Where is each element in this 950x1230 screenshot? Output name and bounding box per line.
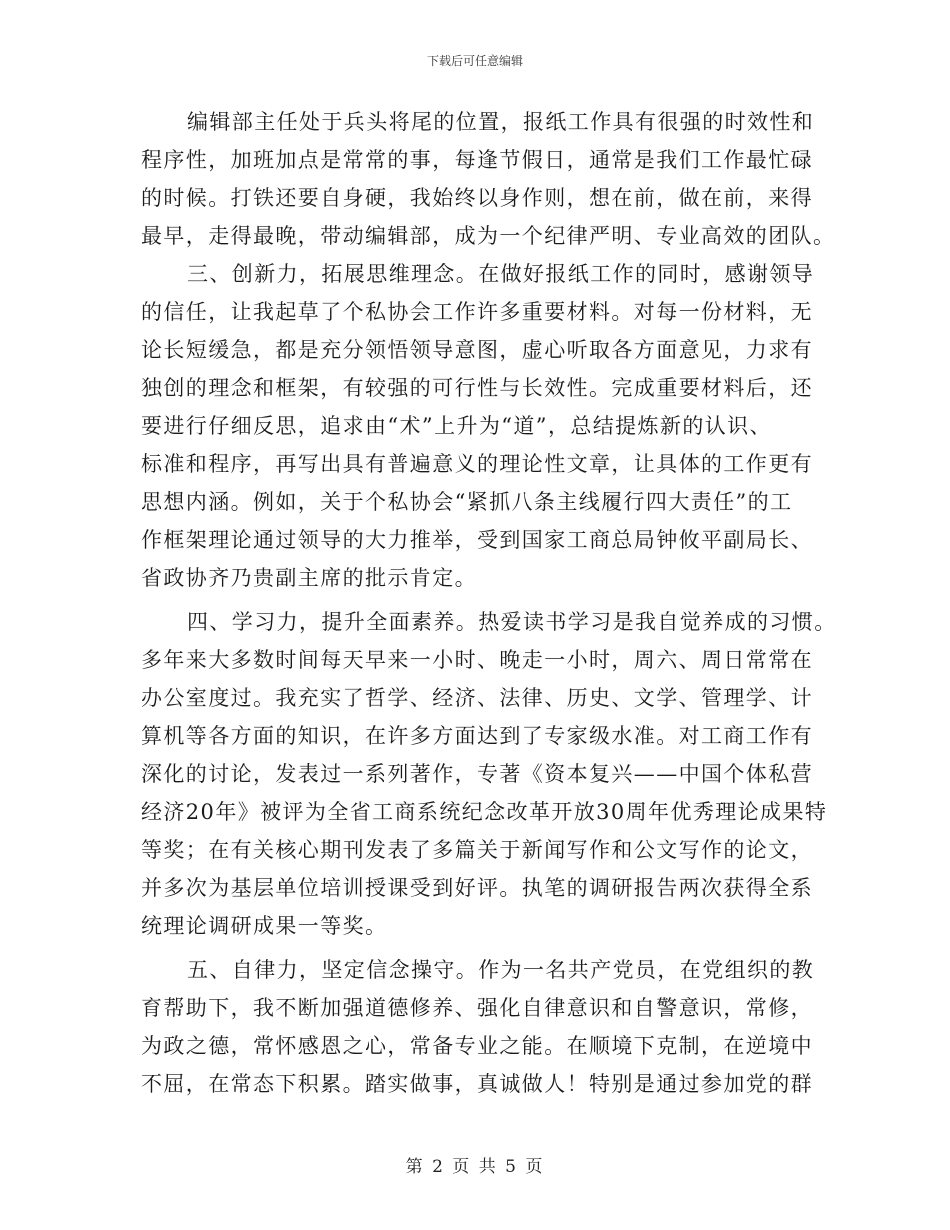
- text-line: 思想内涵。例如，关于个私协会“紧抓八条主线履行四大责任”的工: [141, 490, 793, 514]
- text-line: 办公室度过。我充实了哲学、经济、法律、历史、文学、管理学、计: [141, 686, 813, 710]
- paragraph-2: [141, 255, 815, 597]
- paragraph-1: [141, 103, 836, 255]
- text-line: 算机等各方面的知识，在许多方面达到了专家级水准。对工商工作有: [141, 724, 813, 748]
- text-line: 最早，走得最晚，带动编辑部，成为一个纪律严明、专业高效的团队。: [141, 224, 836, 248]
- text-line: 作框架理论通过领导的大力推举，受到国家工商总局钟攸平副局长、: [141, 528, 813, 552]
- paragraph-4: [141, 951, 815, 1103]
- text-line: 的信任，让我起草了个私协会工作许多重要材料。对每一份材料，无: [141, 300, 813, 324]
- page-footer: 第 2 页 共 5 页: [405, 1157, 545, 1177]
- text-line: 标准和程序，再写出具有普遍意义的理论性文章，让具体的工作更有: [141, 452, 813, 476]
- text-line: 三、创新力，拓展思维理念。在做好报纸工作的同时，感谢领导: [187, 262, 815, 286]
- text-line: 多年来大多数时间每天早来一小时、晚走一小时，周六、周日常常在: [141, 648, 813, 672]
- text-line: 不屈，在常态下积累。踏实做事，真诚做人！特别是通过参加党的群: [141, 1072, 813, 1096]
- text-line: 要进行仔细反思，追求由“术”上升为“道”，总结提炼新的认识、: [141, 414, 772, 438]
- text-line: 等奖；在有关核心期刊发表了多篇关于新闻写作和公文写作的论文，: [141, 838, 813, 862]
- document-body: [141, 103, 837, 1103]
- text-line: 的时候。打铁还要自身硬，我始终以身作则，想在前，做在前，来得: [141, 186, 813, 210]
- text-line: 论长短缓急，都是充分领悟领导意图，虚心听取各方面意见，力求有: [141, 338, 813, 362]
- text-line: 省政协齐乃贵副主席的批示肯定。: [141, 566, 477, 590]
- text-line: 独创的理念和框架，有较强的可行性与长效性。完成重要材料后，还: [141, 376, 813, 400]
- paragraph-3: [141, 603, 837, 945]
- text-line: 统理论调研成果一等奖。: [141, 914, 388, 938]
- page-header: 下载后可任意编辑: [426, 54, 523, 68]
- text-line: 深化的讨论，发表过一系列著作，专著《资本复兴——中国个体私营: [141, 762, 813, 786]
- text-line: 四、学习力，提升全面素养。热爱读书学习是我自觉养成的习惯。: [187, 610, 837, 634]
- text-line: 并多次为基层单位培训授课受到好评。执笔的调研报告两次获得全系: [141, 876, 813, 900]
- text-line: 编辑部主任处于兵头将尾的位置，报纸工作具有很强的时效性和: [187, 110, 815, 134]
- text-line: 育帮助下，我不断加强道德修养、强化自律意识和自警意识，常修，: [141, 996, 813, 1020]
- text-line: 五、自律力，坚定信念操守。作为一名共产党员，在党组织的教: [187, 958, 815, 982]
- text-line: 为政之德，常怀感恩之心，常备专业之能。在顺境下克制，在逆境中: [141, 1034, 813, 1058]
- text-line: 程序性，加班加点是常常的事，每逢节假日，通常是我们工作最忙碌: [141, 148, 813, 172]
- text-line: 经济20年》被评为全省工商系统纪念改革开放30周年优秀理论成果特: [141, 800, 828, 824]
